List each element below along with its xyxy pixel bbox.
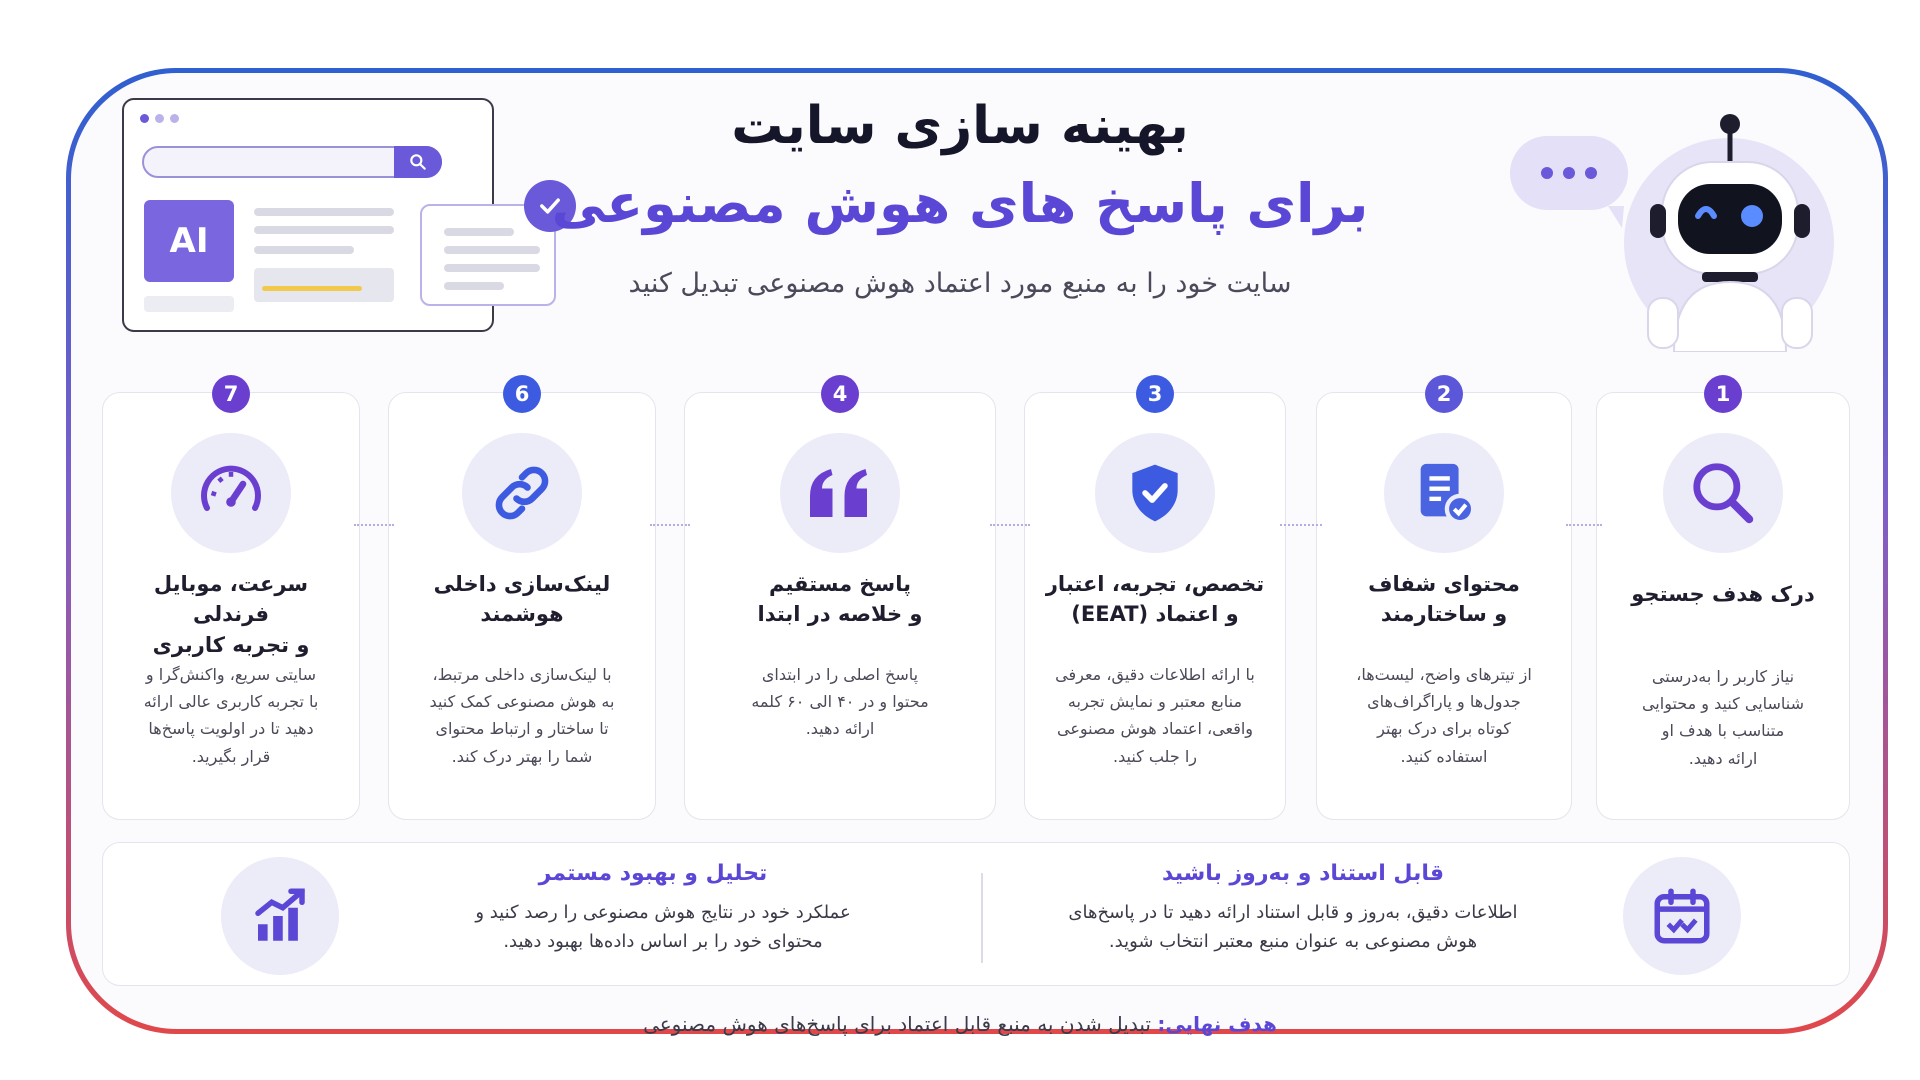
step-description: پاسخ اصلی را در ابتدای محتوا و در ۴۰ الی ۶۰ کلمه ارائه دهید. (751, 665, 929, 739)
step-title: درک هدف جستجو (1631, 582, 1815, 606)
step-card-1 (1596, 382, 1850, 820)
tips-panel (102, 842, 1850, 986)
quote-icon (780, 433, 900, 553)
step-number: 3 (1136, 375, 1174, 413)
chat-dots-icon (1510, 136, 1628, 210)
tip-description-analysis: عملکرد خود در نتایج هوش مصنوعی را رصد کنید و محتوای خود را بر اساس داده‌ها بهبود دهید. (475, 902, 851, 952)
step-number: 2 (1425, 375, 1463, 413)
connector (1566, 524, 1602, 526)
connector (1280, 524, 1322, 526)
step-description: با ارائه اطلاعات دقیق، معرفی منابع معتبر و نمایش تجربه واقعی، اعتماد هوش مصنوعی را جلب کنید. (1055, 665, 1255, 766)
page-tagline: سایت خود را به منبع مورد اعتماد هوش مصنوعی تبدیل کنید (628, 268, 1292, 299)
step-description: نیاز کاربر را به‌درستی شناسایی کنید و محتوایی متناسب با هدف او ارائه دهید. (1641, 667, 1805, 768)
connector (650, 524, 690, 526)
step-card-4 (684, 382, 996, 820)
chat-tail (1608, 206, 1624, 228)
step-number: 7 (212, 375, 250, 413)
step-card-2 (1316, 382, 1572, 820)
step-number: 6 (503, 375, 541, 413)
step-title: محتوای شفاف و ساختارمند (1368, 572, 1520, 627)
step-card-3 (1024, 382, 1286, 820)
step-description: از تیترهای واضح، لیست‌ها، جدول‌ها و پاراگراف‌های کوتاه برای درک بهتر استفاده کنید. (1356, 665, 1532, 766)
link-icon (462, 433, 582, 553)
tip-description-citable: اطلاعات دقیق، به‌روز و قابل استناد ارائه دهید تا در پاسخ‌های هوش مصنوعی به عنوان منبع معتبر انتخاب شوید. (1068, 902, 1518, 952)
speedometer-icon (171, 433, 291, 553)
step-title: تخصص، تجربه، اعتبار و اعتماد (EEAT) (1045, 572, 1265, 627)
tip-title-analysis: تحلیل و بهبود مستمر (538, 861, 768, 886)
panel-divider (981, 873, 983, 963)
tip-title-citable: قابل استناد و به‌روز باشید (1161, 861, 1444, 886)
page-subtitle-highlight: برای پاسخ های هوش مصنوعی (551, 172, 1369, 235)
final-goal-label: هدف نهایی: (1157, 1012, 1277, 1036)
step-title: پاسخ مستقیم و خلاصه در ابتدا (757, 572, 923, 627)
step-card-7 (102, 382, 360, 820)
ai-badge: AI (144, 200, 234, 282)
step-title: لینک‌سازی داخلی هوشمند (433, 572, 611, 627)
calendar-check-icon (1623, 857, 1741, 975)
step-number: 1 (1704, 375, 1742, 413)
shield-check-icon (1095, 433, 1215, 553)
step-title: سرعت، موبایل فرندلی و تجربه کاربری (152, 572, 310, 657)
text-line (254, 246, 354, 254)
connector (990, 524, 1030, 526)
page-title: بهینه سازی سایت (731, 96, 1189, 156)
step-number: 4 (821, 375, 859, 413)
step-card-6 (388, 382, 656, 820)
document-check-icon (1384, 433, 1504, 553)
robot-icon (1640, 112, 1820, 352)
step-description: با لینک‌سازی داخلی مرتبط، به هوش مصنوعی کمک کنید تا ساختار و ارتباط محتوای شما را بهتر درک کند. (429, 665, 615, 766)
final-goal (0, 1012, 1920, 1036)
chart-up-icon (221, 857, 339, 975)
final-goal-text: تبدیل شدن به منبع قابل اعتماد برای پاسخ‌های هوش مصنوعی (643, 1012, 1151, 1036)
connector (354, 524, 394, 526)
step-description: سایتی سریع، واکنش‌گرا و با تجربه کاربری عالی ارائه دهید تا در اولویت پاسخ‌ها قرار بگیرید. (143, 665, 319, 766)
search-icon (1663, 433, 1783, 553)
